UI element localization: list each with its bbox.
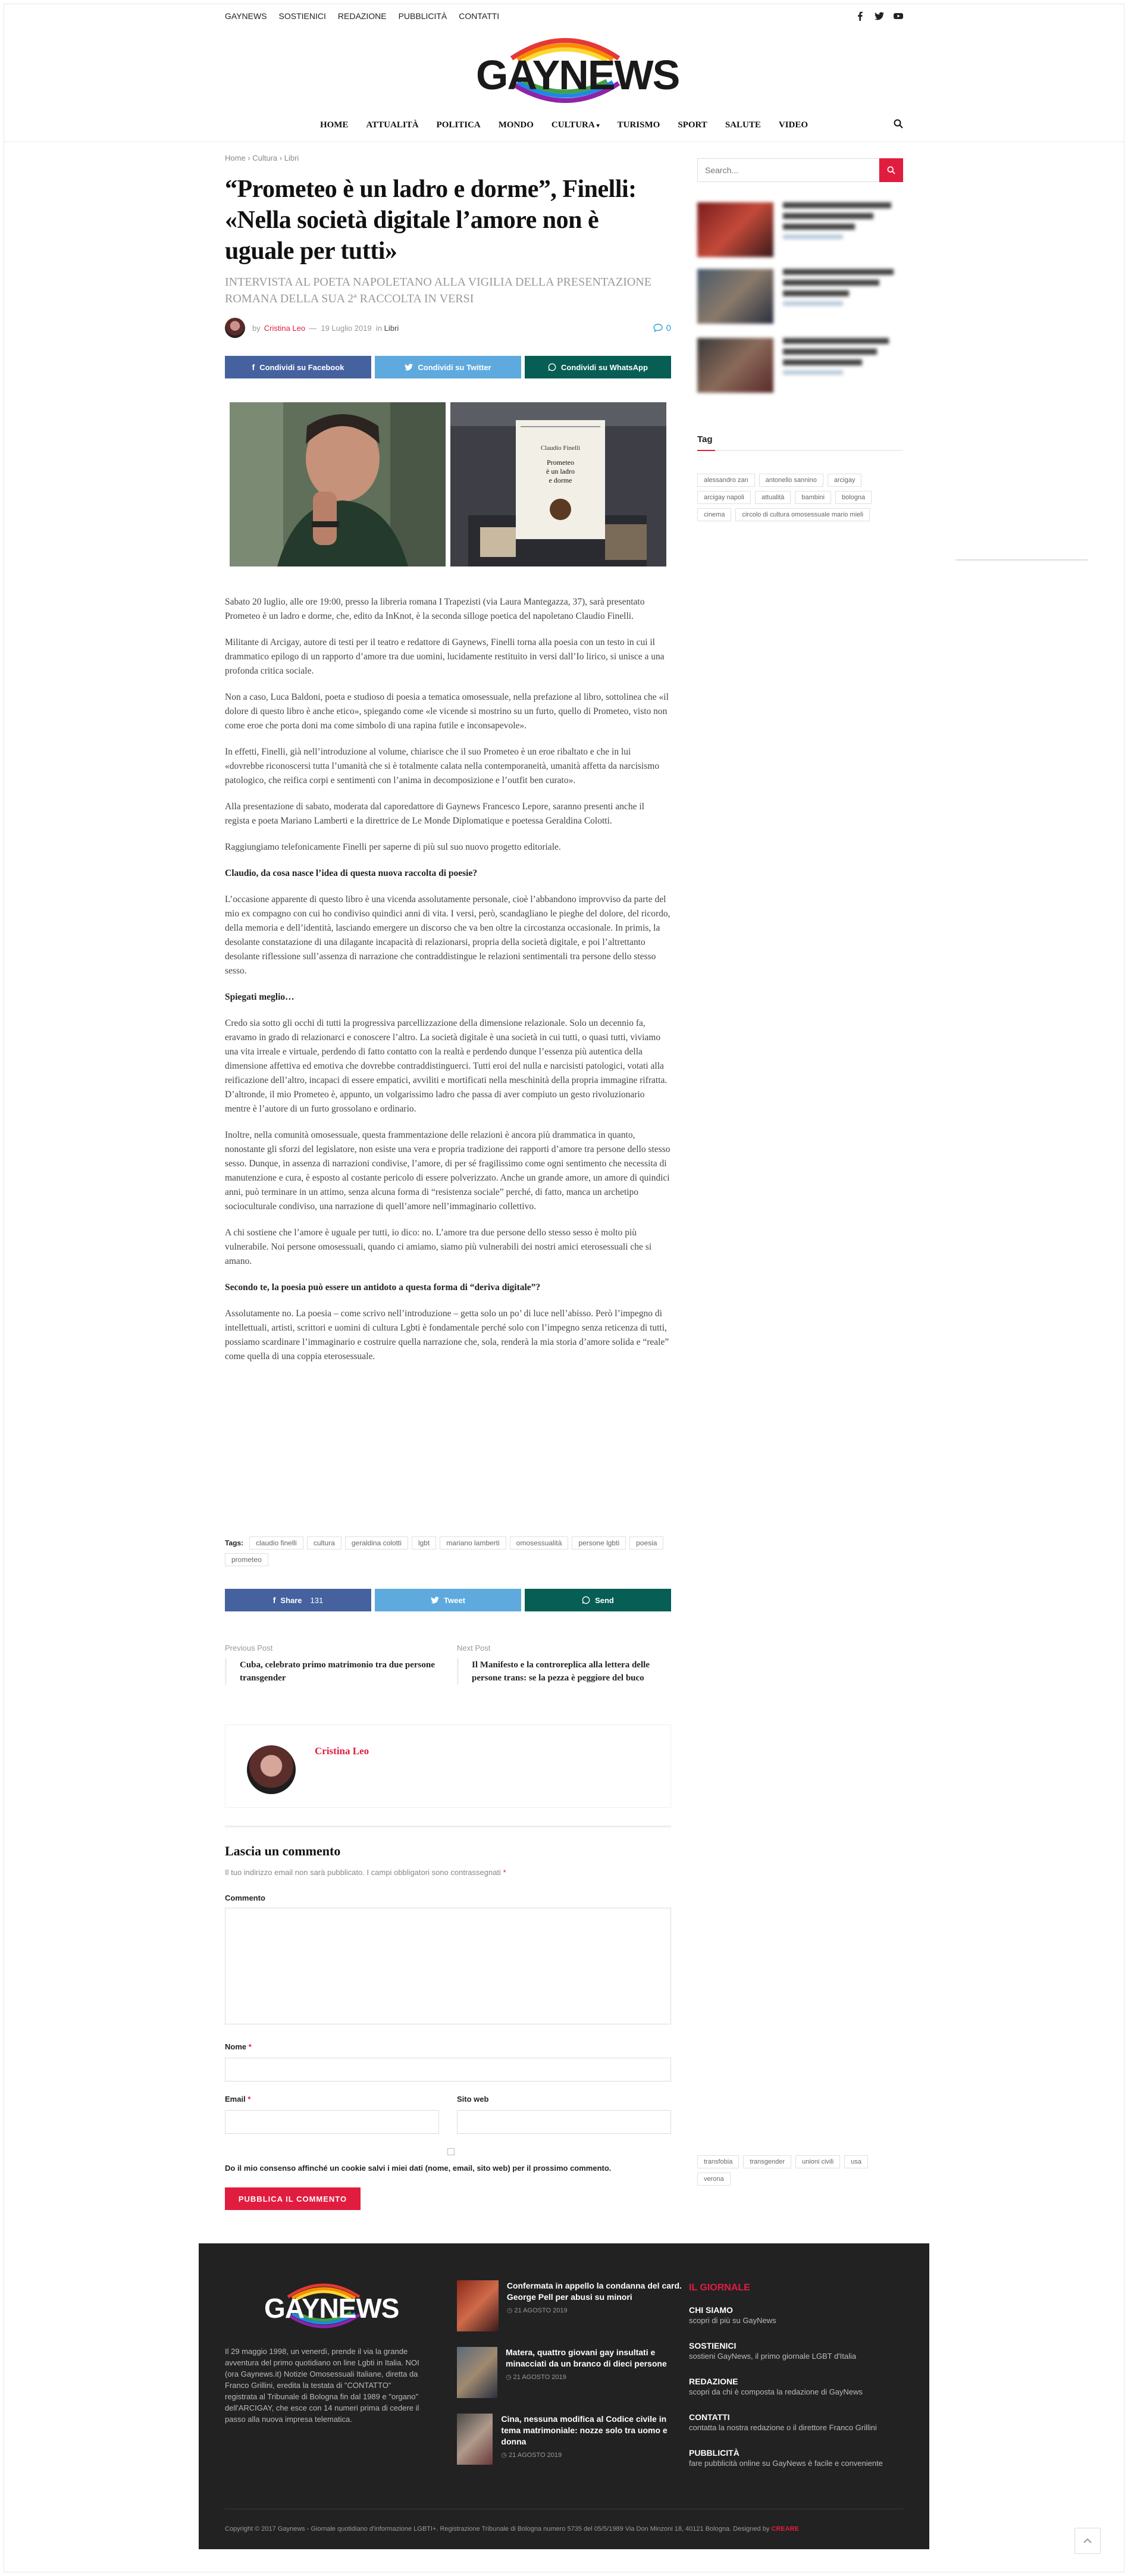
footer-news-thumbnail: [457, 2347, 497, 2398]
footer-link-desc: contatta la nostra redazione o il direttore Franco Grillini: [689, 2423, 877, 2432]
footer-link-redazione[interactable]: [689, 2377, 903, 2396]
tag-link[interactable]: persone lgbti: [572, 1536, 626, 1550]
comment-form-note: [225, 1868, 506, 1877]
footer-news-item[interactable]: [457, 2347, 683, 2402]
next-post: [457, 1644, 671, 1685]
svg-text:Claudio Finelli: Claudio Finelli: [540, 445, 581, 452]
author-portrait-image: [230, 402, 446, 566]
twitter-icon[interactable]: [875, 11, 884, 21]
date-text: 21 AGOSTO 2019: [513, 2374, 566, 2381]
sidebar-tag[interactable]: circolo di cultura omosessuale mario mieli: [735, 508, 870, 521]
footer-link-title: SOSTIENICI: [689, 2341, 737, 2350]
article-subtitle: INTERVISTA AL POETA NAPOLETANO ALLA VIGILIA DELLA PRESENTAZIONE ROMANA DELLA SUA 2ª RACCOLTA IN VERSI: [225, 276, 651, 305]
svg-text:è un ladro: è un ladro: [546, 467, 575, 475]
name-label-text: Nome: [225, 2042, 247, 2051]
paragraph: Assolutamente no. La poesia – come scrivo nell’introduzione – getta solo un po’ di luce nell’abisso. Però l’impegno di intellettuali, artisti, scrittori e uomini di cultura Lgbti è fondamentale perché solo con l’impegno senza reticenza di tutti, possiamo scardinare l’immaginario e costruire quella narrazione che, sola, renderà la mia storia d’amore solida e “reale” come quella di una coppia eterosessuale.: [225, 1309, 669, 1361]
next-post-link[interactable]: Il Manifesto e la controreplica alla lettera delle persone trans: se la pezza è peggiore del buco: [457, 1658, 671, 1685]
nav-cultura-label: CULTURA: [551, 120, 594, 130]
paragraph: In effetti, Finelli, già nell’introduzione al volume, chiarisce che il suo Prometeo è un eroe ribaltato e che in lui «dovrebbe riconoscersi tutta l’umanità che si è totalmente calata nella contemporaneità, umanità affetta da narcisismo patologico, che reifica corpi e sentimenti con l’anima in decomposizione e l’outfit ben curato».: [225, 747, 660, 785]
tags-label: Tags:: [225, 1539, 244, 1547]
nav-turismo[interactable]: TURISMO: [617, 120, 660, 130]
chevron-up-icon: [1083, 2538, 1092, 2544]
previous-post: [225, 1644, 439, 1685]
interview-question: Spiegati meglio…: [225, 992, 294, 1002]
post-navigation: [225, 1644, 671, 1685]
search-icon[interactable]: [894, 119, 903, 129]
footer-news-thumbnail: [457, 2280, 499, 2331]
portrait-illustration: [230, 402, 446, 566]
whatsapp-icon: [548, 363, 556, 371]
footer-news-item[interactable]: [457, 2414, 683, 2468]
share-whatsapp-button[interactable]: [525, 356, 671, 378]
date-text: 21 AGOSTO 2019: [509, 2452, 562, 2459]
comment-textarea[interactable]: [225, 1908, 671, 2024]
tag-link[interactable]: mariano lamberti: [440, 1536, 506, 1550]
book-cover-image: [450, 402, 666, 566]
comments-number: 0: [666, 323, 671, 333]
article-date: 19 Luglio 2019: [321, 323, 372, 333]
whatsapp-icon: [582, 1596, 590, 1604]
back-to-top-button[interactable]: [1074, 2528, 1101, 2554]
search-icon: [887, 166, 895, 174]
twitter-icon: [405, 364, 413, 371]
footer-logo-wordmark: GAYNEWS: [264, 2293, 399, 2324]
top-nav: [225, 11, 499, 21]
footer-news-date: ◷ 21 AGOSTO 2019: [501, 2452, 562, 2459]
footer-link-desc: scopri di più su GayNews: [689, 2316, 776, 2325]
consent-checkbox[interactable]: [447, 2148, 455, 2155]
sidebar-post-text: [783, 338, 903, 395]
share-count: 131: [310, 1595, 324, 1605]
topnav-redazione[interactable]: REDAZIONE: [337, 11, 387, 21]
footer-news-text: [506, 2347, 683, 2402]
sidebar-tag-title: Tag: [697, 434, 713, 445]
topnav-sostienici[interactable]: SOSTIENICI: [278, 11, 326, 21]
breadcrumb-libri[interactable]: Libri: [284, 154, 299, 162]
footer-news-title: Confermata in appello la condanna del card. George Pell per abusi su minori: [506, 2281, 682, 2302]
tweet-button[interactable]: [375, 1589, 521, 1611]
share-whatsapp-label: Condividi su WhatsApp: [561, 362, 648, 372]
next-post-label: Next Post: [457, 1644, 491, 1652]
tag-link[interactable]: claudio finelli: [249, 1536, 303, 1550]
tweet-label: Tweet: [444, 1595, 465, 1605]
share-facebook-button[interactable]: [225, 1589, 371, 1611]
nav-cultura[interactable]: [552, 120, 600, 130]
sidebar-tag[interactable]: transgender: [743, 2155, 791, 2168]
footer-news-thumbnail: [457, 2414, 493, 2465]
svg-text:Prometeo: Prometeo: [547, 458, 574, 467]
footer-link-title: CONTATTI: [689, 2412, 730, 2422]
svg-text:e dorme: e dorme: [549, 476, 572, 484]
send-label: Send: [595, 1595, 614, 1605]
footer-link-title: PUBBLICITÀ: [689, 2448, 740, 2458]
share-twitter-button[interactable]: [375, 356, 521, 378]
submit-comment-button[interactable]: PUBBLICA IL COMMENTO: [225, 2187, 361, 2210]
share-facebook-label: Condividi su Facebook: [259, 362, 344, 372]
author-avatar[interactable]: [225, 318, 245, 338]
author-box-avatar[interactable]: [247, 1745, 296, 1794]
website-input[interactable]: [457, 2110, 671, 2134]
footer-news-text: [507, 2280, 683, 2335]
main-nav: [225, 113, 903, 137]
date-text: 21 AGOSTO 2019: [514, 2307, 568, 2314]
facebook-icon[interactable]: [856, 11, 865, 21]
sidebar-tag-cloud-bottom: [697, 2155, 903, 2186]
sidebar-post-thumbnail: [697, 269, 773, 324]
footer-link-sostienici[interactable]: [689, 2341, 903, 2361]
paragraph: A chi sostiene che l’amore è uguale per tutti, io dico: no. L’amore tra due persone dello stesso sesso è molto più vulnerabile. Noi persone omosessuali, quando ci amiamo, siamo più vulnerabili dei nostri amici eterosessuali che si amano.: [225, 1228, 652, 1266]
sidebar-divider: [955, 559, 1088, 561]
share-label: Share: [280, 1595, 302, 1605]
paragraph: Sabato 20 luglio, alle ore 19:00, presso la libreria romana I Trapezisti (via Laura Mantegazza, 37), sarà presentato Prometeo è un ladro e dorme, che, edito da InKnot, è la seconda silloge poetica del napoletano Claudio Finelli.: [225, 597, 645, 621]
article-title: “Prometeo è un ladro e dorme”, Finelli: «Nella società digitale l’amore non è uguale per tutti»: [225, 176, 637, 265]
footer-about: Il 29 maggio 1998, un venerdì, prende il via la grande avventura del primo quotidiano on line Lgbti in Italia. NOI (ora Gaynews.it) Notizie Omosessuali Italiane, diretta da Franco Grillini, eredita la testata di "CONTATTO" registrata al Tribunale di Bologna fin dal 1989 e "organo" dell'ARCIGAY, che esce con 14 numeri prima di cedere il passo alla nuova impresa telematica.: [225, 2347, 419, 2424]
email-label-text: Email: [225, 2095, 246, 2104]
sidebar-post-thumbnail: [697, 338, 773, 393]
nav-politica[interactable]: POLITICA: [436, 120, 481, 130]
sidebar-post[interactable]: [697, 338, 903, 395]
tag-link[interactable]: cultura: [307, 1536, 341, 1550]
footer-news-item[interactable]: [457, 2280, 683, 2335]
sidebar-post-text: [783, 269, 903, 326]
footer-link-title: REDAZIONE: [689, 2377, 738, 2386]
category-link[interactable]: Libri: [384, 323, 399, 333]
share-facebook-button[interactable]: [225, 356, 371, 378]
comment-form-title: Lascia un commento: [225, 1843, 341, 1858]
logo-wordmark: GAYNEWS: [476, 52, 679, 98]
site-logo[interactable]: [476, 35, 679, 103]
paragraph: Credo sia sotto gli occhi di tutti la progressiva parcellizzazione della dimensione relazionale. Solo un decennio fa, eravamo in grado di relazionarci e conoscere l’altro. La società digitale è una società in cui tutti, o quasi tutti, viviamo una vita irreale e virtuale, perdendo di fatto contatto con la realtà e perdendo dunque l’essenza più autentica della dimensione affettiva ed emotiva che dovrebbe contraddistinguerci. Tutti eroi del nulla e narcisisti patologici, votati alla reificazione dell’altro, incapaci di essere empatici, avviliti e mortificati nella meschinità della propria immagine rifratta. D’altronde, il mio Prometeo è, appunto, un volgarissimo ladro che passa di aver compiuto un gesto rivoluzionario mentre è l’autore di un furto grossolano e ordinario.: [225, 1018, 668, 1114]
email-label: [225, 2095, 250, 2104]
required-marker: *: [503, 1868, 506, 1877]
comment-note-text: Il tuo indirizzo email non sarà pubblicato. I campi obbligatori sono contrassegnati: [225, 1868, 501, 1877]
sidebar-tag[interactable]: cinema: [697, 508, 731, 521]
tag-link[interactable]: geraldina colotti: [345, 1536, 408, 1550]
sidebar-post-thumbnail: [697, 202, 773, 257]
footer-news-title: Cina, nessuna modifica al Codice civile in tema matrimoniale: nozze solo tra uomo e donna: [501, 2414, 668, 2446]
tag-link[interactable]: lgbt: [412, 1536, 436, 1550]
paragraph: Alla presentazione di sabato, moderata dal caporedattore di Gaynews Francesco Lepore, saranno presenti anche il regista e poeta Mariano Lamberti e la direttrice de Le Monde Diplomatique e poetessa Geraldina Colotti.: [225, 802, 644, 826]
breadcrumb-home[interactable]: Home: [225, 154, 246, 162]
required-marker: *: [247, 2095, 251, 2104]
topnav-gaynews[interactable]: GAYNEWS: [225, 11, 267, 21]
article-body: [225, 595, 671, 1376]
nav-salute[interactable]: SALUTE: [725, 120, 761, 130]
name-label: [225, 2042, 252, 2051]
book-illustration: [450, 402, 666, 566]
footer-news-date: ◷ 21 AGOSTO 2019: [506, 2307, 568, 2314]
meta-dash: —: [309, 323, 317, 333]
author-box: [225, 1724, 671, 1808]
paragraph: Inoltre, nella comunità omosessuale, questa frammentazione delle relazioni è ancora più drammatica in quanto, nonostante gli sforzi del legislatore, non esiste una vera e propria tradizione dei rapporti d’amore tra persone dello stesso sesso. Dunque, in assenza di narrazioni condivise, l’amore, di per sé fragilissimo come ogni sentimento che necessita di manutenzione e cura, è esposto al costante pericolo di essere polverizzato. Anche un grande amore, un amore di quindici anni, può terminare in un attimo, senza alcuna forma di “resistenza sociale” perché, di fatto, manca un archetipo socioculturale condiviso, una narrazione di quell’amore nell’immaginario collettivo.: [225, 1130, 670, 1212]
paragraph: Non a caso, Luca Baldoni, poeta e studioso di poesia a tematica omosessuale, nella prefazione al libro, sottolinea che «il dolore di questo libro è anche etico», spiegando come «le vicende si mostrino su un furto, quello di Prometeo, visto non come eroe che porta doni ma come simbolo di una rapina futile e inconsapevole».: [225, 692, 669, 731]
send-whatsapp-button[interactable]: [525, 1589, 671, 1611]
tag-link[interactable]: poesia: [629, 1536, 663, 1550]
sidebar-tag[interactable]: verona: [697, 2173, 731, 2186]
share-twitter-label: Condividi su Twitter: [418, 362, 491, 372]
nav-home[interactable]: HOME: [319, 120, 349, 130]
sidebar-tag[interactable]: usa: [844, 2155, 868, 2168]
author-link[interactable]: Cristina Leo: [264, 323, 306, 333]
previous-post-link[interactable]: Cuba, celebrato primo matrimonio tra due persone transgender: [225, 1658, 439, 1685]
facebook-icon: f: [252, 362, 255, 372]
consent-label: Do il mio consenso affinché un cookie salvi i miei dati (nome, email, sito web) per il prossimo commento.: [225, 2164, 612, 2173]
nav-video[interactable]: VIDEO: [778, 120, 809, 130]
sidebar-tag[interactable]: transfobia: [697, 2155, 739, 2168]
sidebar-post-text: [783, 202, 903, 259]
social-links: [856, 11, 903, 21]
section-divider: [225, 1826, 671, 1827]
footer-link-desc: scopri da chi è composta la redazione di GayNews: [689, 2387, 863, 2396]
article-tags: [225, 1536, 671, 1566]
footer-news-date: ◷ 21 AGOSTO 2019: [506, 2374, 566, 2381]
article-images: [230, 402, 666, 566]
sidebar-tag[interactable]: unioni civili: [795, 2155, 840, 2168]
tag-link[interactable]: prometeo: [225, 1553, 268, 1566]
required-marker: *: [248, 2042, 252, 2051]
footer-link-desc: fare pubblicità online su GayNews è facile e conveniente: [689, 2459, 883, 2468]
comments-count[interactable]: [653, 323, 671, 333]
comment-label: Commento: [225, 1893, 265, 1902]
interview-question: Secondo te, la poesia può essere un antidoto a questa forma di “deriva digitale”?: [225, 1282, 541, 1292]
sidebar-tag[interactable]: attualità: [755, 491, 791, 504]
in-label: in: [375, 323, 383, 333]
topnav-contatti[interactable]: CONTATTI: [459, 11, 500, 21]
sidebar-search: [697, 158, 903, 182]
nav-attualita[interactable]: ATTUALITÀ: [366, 120, 419, 130]
author-box-name[interactable]: Cristina Leo: [315, 1745, 369, 1757]
email-input[interactable]: [225, 2110, 439, 2134]
sidebar-tag[interactable]: antonello sannino: [759, 474, 823, 487]
sidebar-tag[interactable]: alessandro zan: [697, 474, 755, 487]
name-input[interactable]: [225, 2058, 671, 2082]
paragraph: Raggiungiamo telefonicamente Finelli per saperne di più sul suo nuovo progetto editoriale.: [225, 842, 561, 852]
sidebar-post[interactable]: [697, 202, 903, 259]
sidebar-post[interactable]: [697, 269, 903, 326]
topnav-pubblicita[interactable]: PUBBLICITÀ: [398, 11, 447, 21]
share-bar-top: [225, 356, 671, 378]
sidebar-search-input[interactable]: [697, 158, 879, 182]
paragraph: Militante di Arcigay, autore di testi per il teatro e redattore di Gaynews, Finelli torna alla poesia con un testo in cui il drammatico epilogo di un rapporto d’amore tra due uomini, lucidamente restituito in versi dall’Io lirico, si unisce a una profonda critica sociale.: [225, 637, 665, 676]
by-label: by: [252, 323, 261, 333]
breadcrumb: Home › Cultura › Libri: [225, 154, 299, 162]
sidebar-tag[interactable]: bambini: [795, 491, 831, 504]
sidebar-tag[interactable]: arcigay napoli: [697, 491, 751, 504]
paragraph: L’occasione apparente di questo libro è una vicenda assolutamente personale, cioè l’abbandono improvviso da parte del mio ex compagno con cui ho condiviso quindici anni di vita. I versi, però, scandagliano le pieghe del dolore, del ricordo, della memoria e dell’identità, lasciando emergere un discorso che va ben oltre la circostanza occasionale. In primis, la desolante constatazione di una dilagante incapacità di relazionarsi, propria della società digitale, e poi l’altrettanto desolante riflessione sull’assenza di narrazione che contraddistingue le relazioni sentimentali tra persone dello stesso sesso.: [225, 894, 670, 976]
interview-question: Claudio, da cosa nasce l’idea di questa nuova raccolta di poesie?: [225, 868, 478, 878]
footer-copyright: [225, 2525, 799, 2533]
sidebar-tag[interactable]: bologna: [835, 491, 872, 504]
footer-link-contatti[interactable]: [689, 2412, 903, 2432]
tag-link[interactable]: omosessualità: [510, 1536, 569, 1550]
chevron-down-icon: ▾: [596, 122, 600, 129]
footer-link-pubblicita[interactable]: [689, 2448, 903, 2468]
nav-mondo[interactable]: MONDO: [498, 120, 534, 130]
footer-link-title: CHI SIAMO: [689, 2305, 733, 2315]
comment-icon: [653, 324, 663, 332]
footer-column-title: IL GIORNALE: [689, 2283, 750, 2293]
nav-sport[interactable]: SPORT: [678, 120, 707, 130]
article-meta: [225, 317, 671, 339]
footer-link-desc: sostieni GayNews, il primo giornale LGBT d'Italia: [689, 2352, 857, 2361]
sidebar-search-button[interactable]: [879, 158, 903, 182]
breadcrumb-cultura[interactable]: Cultura: [252, 154, 278, 162]
facebook-icon: f: [272, 1595, 276, 1605]
copyright-text: Copyright © 2017 Gaynews - Giornale quotidiano d'informazione LGBTI+. Registrazione Tribunale di Bologna numero 5735 del 05/5/1989 Via Don Minzoni 18, 40121 Bologna. Designed by: [225, 2525, 770, 2533]
footer-news-title: Matera, quattro giovani gay insultati e minacciati da un branco di dieci persone: [506, 2347, 667, 2368]
youtube-icon[interactable]: [894, 11, 903, 21]
sidebar-tag-underline: [697, 450, 903, 451]
share-bar-bottom: [225, 1589, 671, 1611]
previous-post-label: Previous Post: [225, 1644, 273, 1652]
footer-news-text: [501, 2414, 683, 2468]
footer-link-chi-siamo[interactable]: [689, 2305, 903, 2325]
site-footer: [199, 2243, 929, 2549]
website-label: Sito web: [457, 2095, 489, 2104]
designer-link[interactable]: CREARE: [771, 2525, 799, 2533]
sidebar-tag[interactable]: arcigay: [828, 474, 861, 487]
sidebar-tag-cloud: [697, 474, 903, 521]
footer-logo[interactable]: [264, 2281, 399, 2329]
top-bar: [225, 8, 903, 24]
twitter-icon: [431, 1597, 439, 1604]
